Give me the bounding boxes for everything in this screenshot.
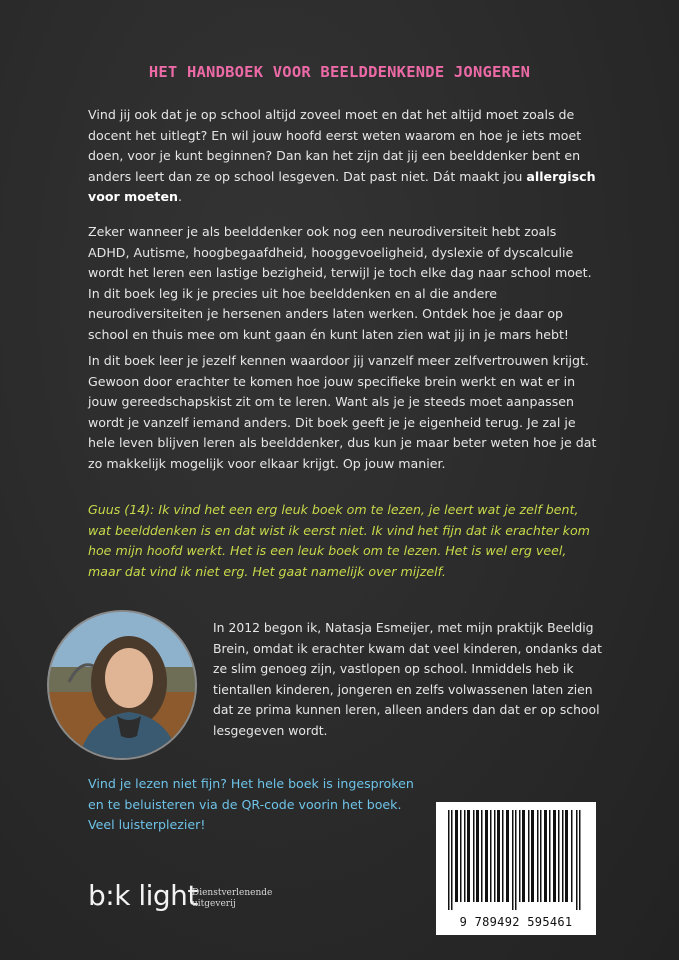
publisher-logo: b:k light	[88, 879, 198, 912]
publisher-tagline	[192, 888, 292, 910]
book-title: HET HANDBOEK VOOR BEELDDENKENDE JONGEREN	[148, 63, 531, 81]
intro-paragraph	[88, 105, 600, 208]
audio-note: Vind je lezen niet fijn? Het hele boek is ingesproken en te beluisteren via de QR-code voorin het boek. Veel luisterplezier!	[88, 776, 414, 833]
author-bio: In 2012 begon ik, Natasja Esmeijer, met mijn praktijk Beeldig Brein, omdat ik erachter kwam dat veel kinderen, ondanks dat ze slim genoeg zijn, vastlopen op school. Inmiddels heb ik tientallen kinderen, jongeren en zelfs volwassenen laten zien dat ze prima kunnen leren, alleen anders dan dat er op school lesgegeven wordt.	[213, 620, 602, 738]
neurodiversity-paragraph: Zeker wanneer je als beelddenker ook nog een neurodiversiteit hebt zoals ADHD, Autisme, hoogbegaafdheid, hooggevoeligheid, dyslexie of dyscalculie wordt het leren een lastige bezigheid, terwijl je toch elke dag naar school moet. In dit boek leg ik je precies uit hoe beelddenken en al die andere neurodiversiteiten je hersenen anders laten werken. Ontdek hoe je daar op school en thuis mee om kunt gaan én kunt laten zien wat jij in je mars hebt!	[88, 224, 592, 342]
publisher-tagline-line1: Dienstverlenende	[192, 888, 273, 898]
isbn-number: 9 789492 595461	[459, 915, 573, 929]
author-portrait-illustration	[49, 612, 195, 758]
self-confidence-paragraph: In dit boek leer je jezelf kennen waardoor jij vanzelf meer zelfvertrouwen krijgt. Gewoon door erachter te komen hoe jouw specifieke brein werkt en wat er in jouw gereedschapskist zit om te leren. Want als je je steeds moet aanpassen wordt je vanzelf iemand anders. Dit boek geeft je je eigenheid terug. Je zal je hele leven blijven leren als beelddenker, dus kun je maar beter weten hoe je dat zo makkelijk mogelijk voor elkaar krijgt. Op jouw manier.	[88, 353, 597, 471]
publisher-tagline-line2: uitgeverij	[192, 899, 236, 909]
barcode-bars	[446, 810, 586, 910]
intro-text-end: .	[177, 189, 182, 205]
author-photo	[47, 610, 197, 760]
intro-bold-phrase: allergisch voor moeten	[88, 168, 596, 205]
intro-text: Vind jij ook dat je op school altijd zoveel moet en dat het altijd moet zoals de docent het uitlegt? En wil jouw hoofd eerst weten waarom en hoe je iets moet doen, voor je kunt beginnen? Dan kan het zijn dat jij een beelddenker bent en anders leert dan ze op school lesgeven. Dat past niet. Dát maakt jou	[88, 107, 582, 184]
isbn-barcode	[436, 802, 596, 935]
reader-quote: Guus (14): Ik vind het een erg leuk boek om te lezen, je leert wat je zelf bent, wat beelddenken is en dat wist ik eerst niet. Ik vind het fijn dat ik erachter kom hoe mijn hoofd werkt. Het is een leuk boek om te lezen. Het is wel erg veel, maar dat vind ik niet erg. Het gaat namelijk over mijzelf.	[88, 502, 590, 579]
